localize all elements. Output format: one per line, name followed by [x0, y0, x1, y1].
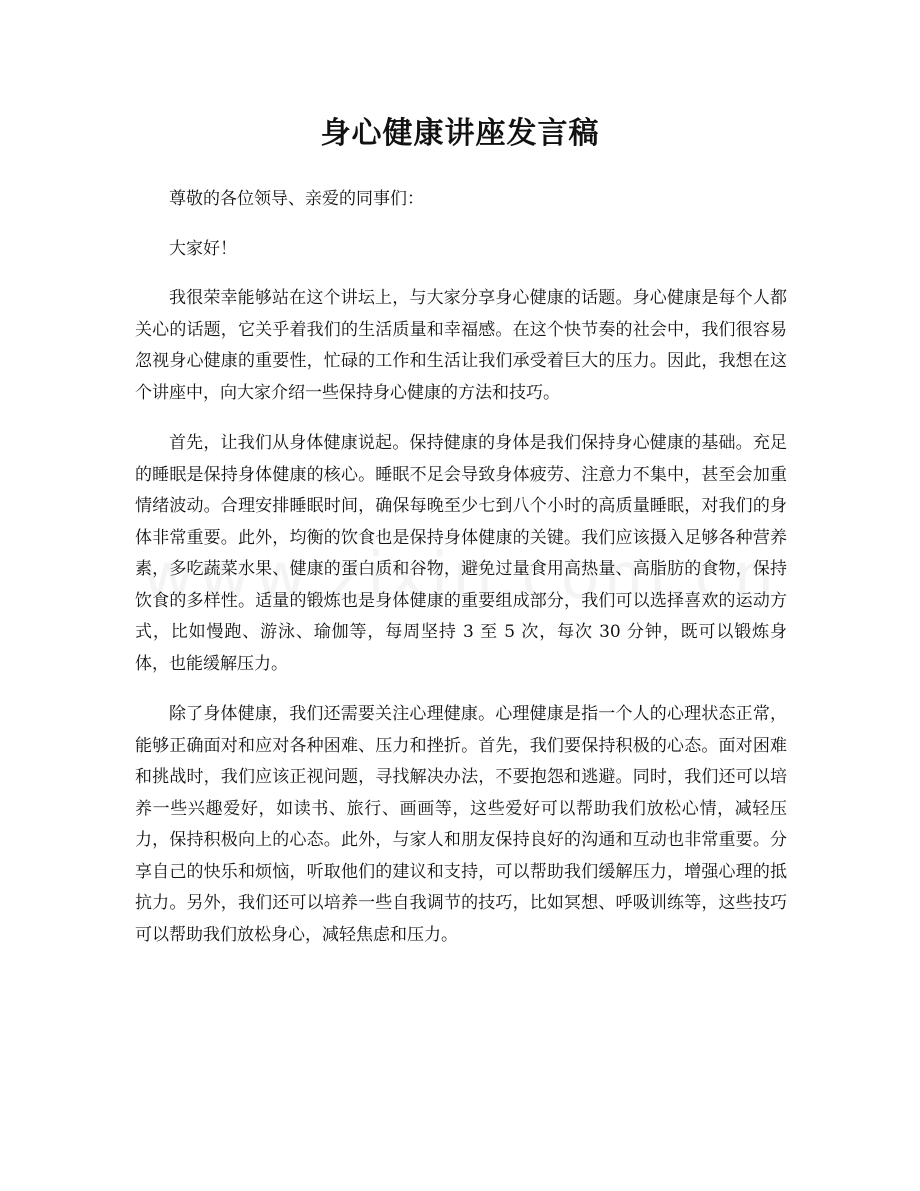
paragraph-intro: 我很荣幸能够站在这个讲坛上，与大家分享身心健康的话题。身心健康是每个人都关心的话题，它关乎着我们的生活质量和幸福感。在这个快节奏的社会中，我们很容易忽视身心健康的重要性，忙碌的工作和生活让我们承受着巨大的压力。因此，我想在这个讲座中，向大家介绍一些保持身心健康的方法和技巧。 [135, 288, 787, 403]
page-title: 身心健康讲座发言稿 [320, 116, 600, 151]
salutation: 尊敬的各位领导、亲爱的同事们： [169, 189, 424, 209]
greeting: 大家好！ [169, 238, 237, 259]
paragraph-physical-health: 首先，让我们从身体健康说起。保持健康的身体是我们保持身心健康的基础。充足的睡眠是保持身体健康的核心。睡眠不足会导致身体疲劳、注意力不集中，甚至会加重情绪波动。合理安排睡眠时间，确保每晚至少七到八个小时的高质量睡眠，对我们的身体非常重要。此外，均衡的饮食也是保持身体健康的关键。我们应该摄入足够各种营养素，多吃蔬菜水果、健康的蛋白质和谷物，避免过量食用高热量、高脂肪的食物，保持饮食的多样性。适量的锻炼也是身体健康的重要组成部分，我们可以选择喜欢的运动方式，比如慢跑、游泳、瑜伽等，每周坚持 3 至 5 次，每次 30 分钟，既可以锻炼身体，也能缓解压力。 [135, 433, 787, 674]
paragraph-mental-health: 除了身体健康，我们还需要关注心理健康。心理健康是指一个人的心理状态正常，能够正确面对和应对各种困难、压力和挫折。首先，我们要保持积极的心态。面对困难和挑战时，我们应该正视问题，寻找解决办法，不要抱怨和逃避。同时，我们还可以培养一些兴趣爱好，如读书、旅行、画画等，这些爱好可以帮助我们放松心情，减轻压力，保持积极向上的心态。此外，与家人和朋友保持良好的沟通和互动也非常重要。分享自己的快乐和烦恼，听取他们的建议和支持，可以帮助我们缓解压力，增强心理的抵抗力。另外，我们还可以培养一些自我调节的技巧，比如冥想、呼吸训练等，这些技巧可以帮助我们放松身心，减轻焦虑和压力。 [135, 704, 787, 945]
document-body [135, 184, 787, 970]
